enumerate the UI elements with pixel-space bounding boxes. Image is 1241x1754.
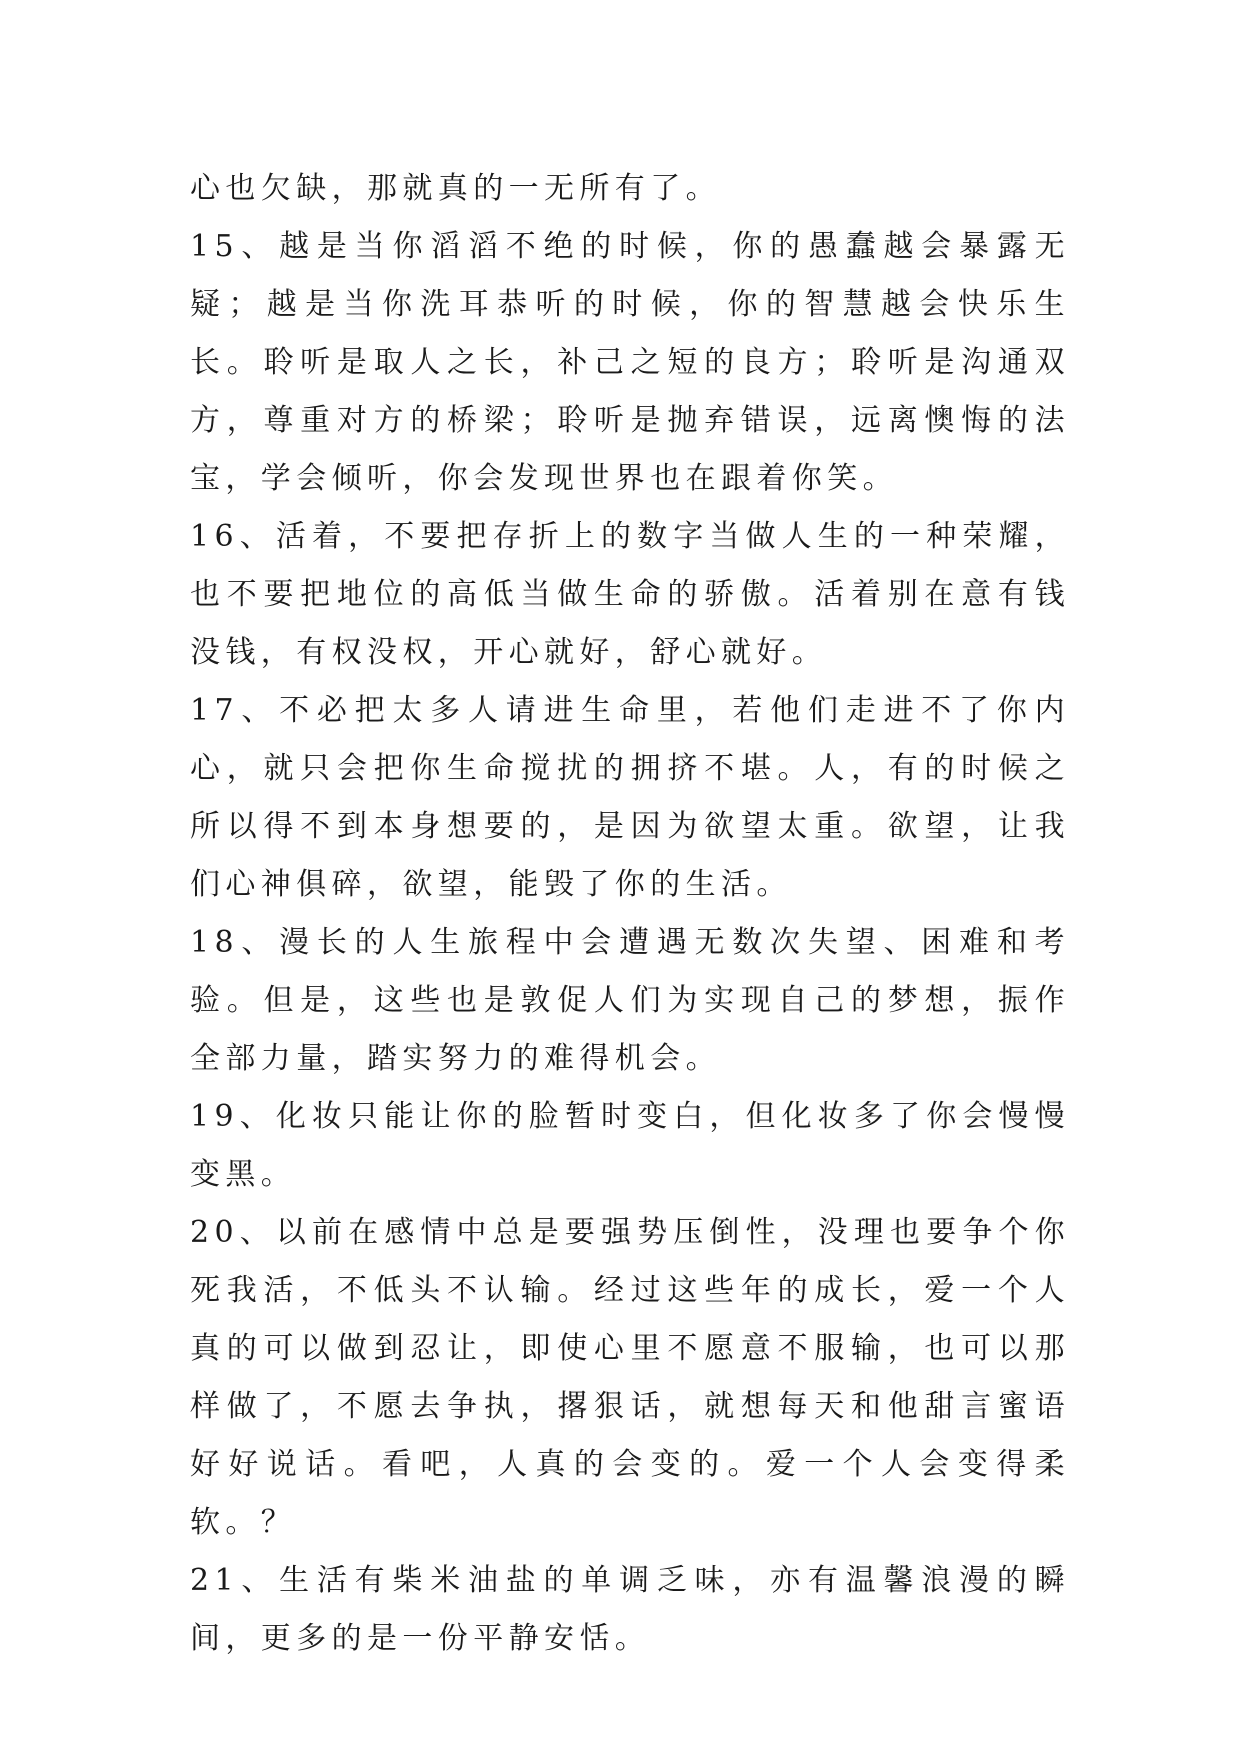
paragraph-20: 20、以前在感情中总是要强势压倒性，没理也要争个你死我活，不低头不认输。经过这些年的成长，爱一个人真的可以做到忍让，即使心里不愿意不服输，也可以那样做了，不愿去争执，撂狠话，就想每天和他甜言蜜语好好说话。看吧，人真的会变的。爱一个人会变得柔软。？ (190, 1215, 1070, 1540)
document-body (190, 160, 1070, 1668)
paragraph-16: 16、活着，不要把存折上的数字当做人生的一种荣耀，也不要把地位的高低当做生命的骄傲。活着别在意有钱没钱，有权没权，开心就好，舒心就好。 (190, 519, 1070, 670)
paragraph-19: 19、化妆只能让你的脸暂时变白，但化妆多了你会慢慢变黑。 (190, 1099, 1070, 1192)
paragraph-18: 18、漫长的人生旅程中会遭遇无数次失望、困难和考验。但是，这些也是敦促人们为实现自己的梦想，振作全部力量，踏实努力的难得机会。 (190, 925, 1070, 1076)
paragraph-21: 21、生活有柴米油盐的单调乏味，亦有温馨浪漫的瞬间，更多的是一份平静安恬。 (190, 1563, 1070, 1656)
paragraph-17: 17、不必把太多人请进生命里，若他们走进不了你内心，就只会把你生命搅扰的拥挤不堪。人，有的时候之所以得不到本身想要的，是因为欲望太重。欲望，让我们心神俱碎，欲望，能毁了你的生活。 (190, 693, 1070, 902)
paragraph-15: 15、越是当你滔滔不绝的时候，你的愚蠢越会暴露无疑；越是当你洗耳恭听的时候，你的智慧越会快乐生长。聆听是取人之长，补己之短的良方；聆听是沟通双方，尊重对方的桥梁；聆听是抛弃错误，远离懊悔的法宝，学会倾听，你会发现世界也在跟着你笑。 (190, 229, 1070, 496)
paragraph-continuation: 心也欠缺，那就真的一无所有了。 (190, 171, 721, 206)
